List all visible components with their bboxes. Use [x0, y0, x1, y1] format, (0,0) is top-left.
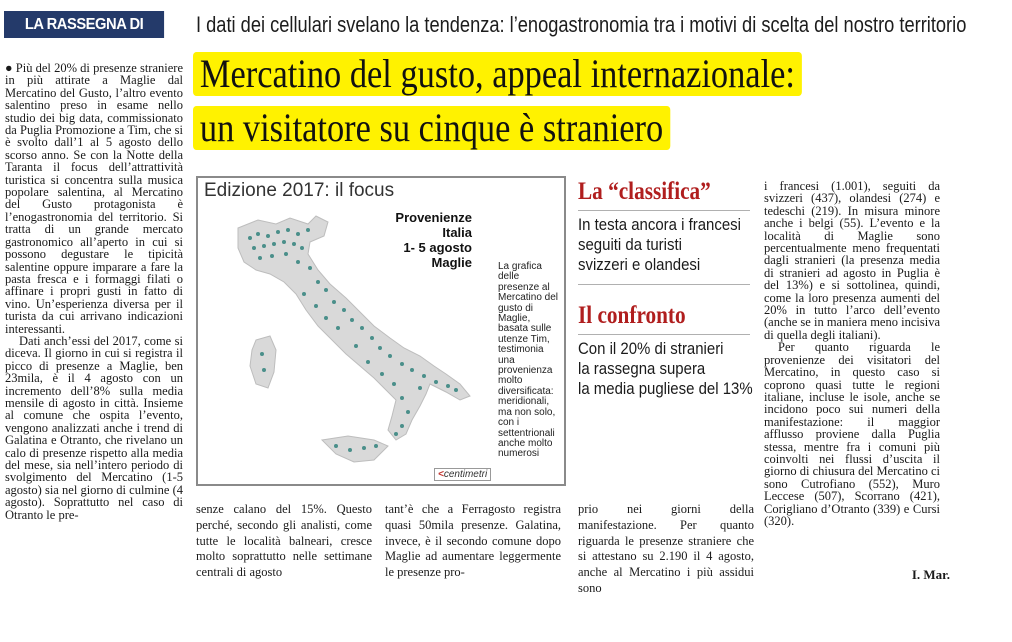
headline-line-2: un visitatore su cinque è straniero — [193, 106, 670, 150]
classifica-line: In testa ancora i francesi — [578, 215, 741, 234]
logo-suffix: metri — [464, 469, 488, 480]
classifica-line: seguiti da turisti — [578, 235, 682, 254]
divider — [578, 284, 750, 285]
classifica-heading: La “classifica” — [578, 178, 711, 205]
confronto-line: la rassegna supera — [578, 359, 706, 378]
logo-prefix: centi — [443, 469, 465, 480]
headline-line-1: Mercatino del gusto, appeal internazionale: — [193, 52, 802, 96]
map-legend — [395, 210, 472, 270]
map-infographic — [196, 176, 566, 486]
confronto-heading: Il confronto — [578, 302, 686, 329]
confronto-line: la media pugliese del 13% — [578, 379, 753, 398]
legend-line: Italia — [442, 225, 472, 240]
headline-second — [193, 106, 748, 150]
box-confronto — [578, 302, 753, 399]
right-column — [764, 180, 940, 527]
logo-mark: < — [438, 469, 444, 480]
bottom-column-2: tant’è che a Ferragosto registra quasi 50mila presenze. Galatina, invece, è il secondo comune dopo Maglie ad aumentare leggermente le presenze pro- — [385, 502, 561, 580]
bottom-column-1: senze calano del 15%. Questo perché, secondo gli analisti, come tutte le località balneari, cresce molto soprattutto nelle settimane centrali di agosto — [196, 502, 372, 580]
centimetri-logo — [434, 468, 491, 481]
author-signature: I. Mar. — [911, 567, 950, 582]
map-title: Edizione 2017: il focus — [204, 180, 395, 201]
right-paragraph-2: Per quanto riguarda le provenienze dei visitatori del Mercatino, in questo caso si coprono quasi tutte le regioni italiane, incluse le isole, anche se incidono poco sui numeri della manifestazione: il maggior afflusso proviene dalla Puglia stessa, mentre fra i comuni più coinvolti nei flussi d’uscita il giorno di chiusura del Mercatino ci sono Cutrofiano (552), Muro Leccese (507), Scorrano (421), Corigliano d’Otranto (339) e Cursi (320). — [764, 340, 940, 528]
confronto-line: Con il 20% di stranieri — [578, 339, 724, 358]
legend-line: Maglie — [431, 255, 472, 270]
section-tag: LA RASSEGNA DI MAGLIE — [4, 11, 164, 38]
kicker: I dati dei cellulari svelano la tendenza: l’enogastronomia tra i motivi di scelta del nostro territorio — [196, 12, 967, 37]
legend-line: 1- 5 agosto — [403, 240, 472, 255]
right-paragraph-1: i francesi (1.001), seguiti da svizzeri (437), olandesi (274) e tedeschi (219). In misura minore anche i belgi (55). L’evento e la località di Maglie sono percentualmente meno frequentati dagli stranieri (la presenza media di stranieri ad agosto in Puglia è del 13%) e si sottolinea, quindi, come la loro presenza aumenti del 20% in tutto l’arco dell’evento (anche se in maniera meno incisiva di quella degli italiani). — [764, 179, 940, 342]
left-paragraph-2: Dati anch’essi del 2017, come si diceva. Il giorno in cui si registra il picco di presenze a Maglie, ben 23mila, è il 4 agosto con un incremento dell’8% sulla media mensile di agosto in città. Insieme al comune che ospita l’evento, vengono analizzati anche i trend di Galatina e Otranto, che rivelano un calo di presenze rispetto alla media del mese, sia nell’intero periodo di svolgimento del Mercatino (1-5 agosto) sia nel giorno di culmine (4 agosto). Soprattutto nel caso di Otranto le pre- — [5, 333, 183, 522]
map-caption: La grafica delle presenze al Mercatino del gusto di Maglie, basata sulle utenze Tim, testimonia una provenienza molto diversificata: meridionali, ma non solo, con i settentrionali anche molto numerosi — [498, 261, 559, 460]
left-column — [5, 62, 183, 521]
divider — [578, 334, 750, 335]
bottom-column-3: prio nei giorni della manifestazione. Per quanto riguarda le presenze straniere che si attestano su 2.190 il 4 agosto, anche al Mercatino i più assidui sono — [578, 502, 754, 595]
headline — [193, 52, 901, 96]
divider — [578, 210, 750, 211]
classifica-line: svizzeri e olandesi — [578, 255, 701, 274]
left-paragraph-1: ● Più del 20% di presenze straniere in più attirate a Maglie dal Mercatino del Gusto, l’altro evento salentino preso in esame nello studio dei big data, commissionato da Puglia Promozione a Tim, che si è svolto dall’1 al 5 agosto dello scorso anno. Se con la Notte della Taranta il focus dell’attrattività turistica si concentra sulla musica popolare salentina, al Mercatino del Gusto protagonista è l’enogastronomia del territorio. Si tratta di un grande mercato gastronomico all’aperto in cui si possono degustare le tipicità salentine oppure imparare a fare la pasta fresca e i formaggi filati o affinare i propri gusti in fatto di vino. Un’esperienza diversa per il turista da cui arrivano indicazioni interessanti. — [5, 61, 183, 336]
box-classifica — [578, 178, 750, 275]
legend-line: Provenienze — [395, 210, 472, 225]
